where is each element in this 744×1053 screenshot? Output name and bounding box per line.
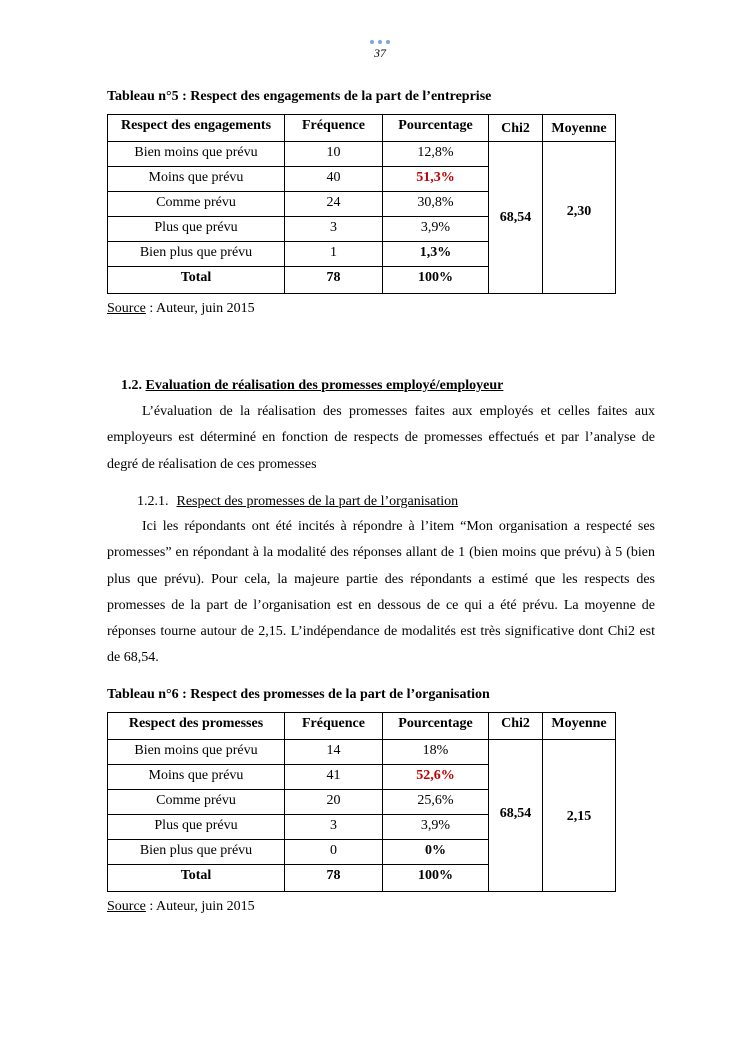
subsection-heading (137, 494, 458, 510)
table6-caption: Tableau n°6 : Respect des promesses de la part de l’organisation (107, 687, 490, 702)
table-cell: Plus que prévu (108, 815, 285, 840)
table-cell: 100% (383, 267, 489, 294)
table-cell-highlight: 52,6% (383, 765, 489, 790)
table-cell: 0% (383, 840, 489, 865)
source-label: Source (107, 899, 146, 914)
table5-header-cell: Chi2 (489, 115, 543, 142)
table-cell: Plus que prévu (108, 217, 285, 242)
table-cell: Moins que prévu (108, 167, 285, 192)
table-cell: Bien moins que prévu (108, 740, 285, 765)
table-cell: 3 (285, 217, 383, 242)
table-cell: 1 (285, 242, 383, 267)
table-cell: 3 (285, 815, 383, 840)
table6 (107, 712, 616, 892)
table-cell: Total (108, 865, 285, 892)
table-cell: Bien moins que prévu (108, 142, 285, 167)
source-text: : Auteur, juin 2015 (145, 301, 255, 316)
table5-moyenne-cell: 2,30 (543, 142, 616, 294)
section-number: 1.2. (121, 378, 146, 393)
subsection-title: Respect des promesses de la part de l’organisation (176, 494, 459, 509)
subsection-paragraph: Ici les répondants ont été incités à répondre à l’item “Mon organisation a respecté ses promesses” en répondant à la modalité des réponses allant de 1 (bien moins que prévu) à 5 (bien plus que prévu). Pour cela, la majeure partie des répondants a estimé que les respects des promesses de la part de l’organisation est en dessous de ce qui a été prévu. La moyenne de réponses tourne autour de 2,15. L’indépendance de modalités est très significative dont Chi2 est de 68,54. (107, 519, 655, 666)
table5-caption: Tableau n°5 : Respect des engagements de la part de l’entreprise (107, 89, 492, 104)
table-cell: Bien plus que prévu (108, 840, 285, 865)
table5-source (107, 301, 255, 317)
page-number-block (360, 40, 400, 59)
section-paragraph: L’évaluation de la réalisation des promesses faites aux employés et celles faites aux employeurs est déterminé en fonction de respects de promesses effectués et par l’analyse de degré de réalisation de ces promesses (107, 404, 655, 472)
table5-header-cell: Pourcentage (383, 115, 489, 142)
table-cell: Total (108, 267, 285, 294)
table-row (108, 740, 616, 765)
table-cell: 18% (383, 740, 489, 765)
source-label: Source (107, 301, 146, 316)
table-cell: 10 (285, 142, 383, 167)
table-cell: 3,9% (383, 815, 489, 840)
table-cell: 1,3% (383, 242, 489, 267)
table5 (107, 114, 616, 294)
source-text: : Auteur, juin 2015 (145, 899, 255, 914)
table6-header-cell: Pourcentage (383, 713, 489, 740)
table-cell: 20 (285, 790, 383, 815)
table6-header-cell: Fréquence (285, 713, 383, 740)
table-cell: 12,8% (383, 142, 489, 167)
table6-header-row (108, 713, 616, 740)
subsection-number: 1.2.1. (137, 494, 169, 509)
table5-header-row (108, 115, 616, 142)
section-title: Evaluation de réalisation des promesses employé/employeur (145, 378, 504, 393)
section-heading (121, 378, 503, 394)
table-cell: 100% (383, 865, 489, 892)
table-cell: Comme prévu (108, 790, 285, 815)
table-cell: 24 (285, 192, 383, 217)
table-cell: 78 (285, 267, 383, 294)
table-row (108, 142, 616, 167)
table-cell: 25,6% (383, 790, 489, 815)
table5-header-cell: Fréquence (285, 115, 383, 142)
table-cell-highlight: 51,3% (383, 167, 489, 192)
table-cell: Bien plus que prévu (108, 242, 285, 267)
page-number: 37 (374, 46, 386, 60)
table-cell: 14 (285, 740, 383, 765)
table6-header-cell: Chi2 (489, 713, 543, 740)
table6-source (107, 899, 255, 915)
table6-header-cell: Respect des promesses (108, 713, 285, 740)
table-cell: Comme prévu (108, 192, 285, 217)
table6-moyenne-cell: 2,15 (543, 740, 616, 892)
table6-header-cell: Moyenne (543, 713, 616, 740)
table-cell: 40 (285, 167, 383, 192)
table5-header-cell: Moyenne (543, 115, 616, 142)
table-cell: 30,8% (383, 192, 489, 217)
table-cell: 41 (285, 765, 383, 790)
table-cell: 0 (285, 840, 383, 865)
table-cell: 78 (285, 865, 383, 892)
table6-chi2-cell: 68,54 (489, 740, 543, 892)
table5-header-cell: Respect des engagements (108, 115, 285, 142)
table-cell: 3,9% (383, 217, 489, 242)
table-cell: Moins que prévu (108, 765, 285, 790)
table5-chi2-cell: 68,54 (489, 142, 543, 294)
